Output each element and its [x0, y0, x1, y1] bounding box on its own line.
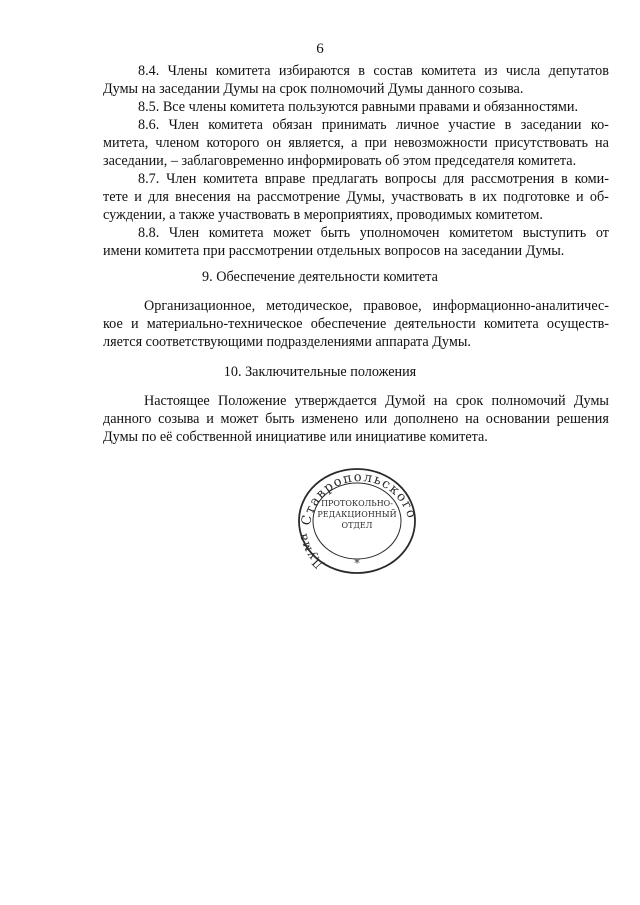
word: на	[433, 393, 448, 409]
word: для	[443, 171, 465, 187]
word: является,	[288, 135, 345, 151]
paragraph-8-8-line-1	[138, 224, 609, 242]
seal-left-text: Дума	[295, 531, 326, 572]
word: выступить	[522, 225, 587, 241]
word: рассмотрения	[470, 171, 555, 187]
word: участие	[448, 117, 496, 133]
word: числа	[505, 63, 541, 79]
word: в	[561, 171, 568, 187]
seal-center-line-2: РЕДАКЦИОННЫЙ	[317, 510, 397, 519]
paragraph-8-6-line-1	[138, 116, 609, 134]
word: из	[484, 63, 498, 79]
word: Думой	[385, 393, 426, 409]
word: об-	[589, 189, 609, 205]
word: созыва	[158, 411, 200, 427]
word: деятельности	[394, 316, 476, 332]
word: дополнено	[393, 411, 459, 427]
word: подготовке	[503, 189, 570, 205]
word: информационно-аналитичес-	[432, 298, 609, 314]
word: быть	[265, 411, 295, 427]
word: Члены	[167, 63, 208, 79]
word: комитетом	[449, 225, 514, 241]
seal-graphic	[292, 466, 422, 576]
word: осуществ-	[546, 316, 609, 332]
word: или	[364, 411, 388, 427]
paragraph-8-7-line-2	[103, 188, 609, 206]
word: и	[130, 316, 139, 332]
word: митета,	[103, 135, 149, 151]
word: присутствовать	[494, 135, 588, 151]
word: утверждается	[294, 393, 377, 409]
paragraph-8-5: 8.5. Все члены комитета пользуются равными правами и обязанностями.	[138, 99, 579, 115]
word: и	[134, 189, 142, 205]
word: материально-техническое	[146, 316, 303, 332]
word: комитета	[208, 225, 264, 241]
word: которого	[206, 135, 260, 151]
word: комитета	[208, 117, 263, 133]
word: 8.8.	[138, 225, 160, 241]
section-10-line-3: Думы по её собственной инициативе или инициативе комитета.	[103, 429, 488, 445]
svg-text:Дума	[295, 531, 326, 572]
word: может	[220, 411, 259, 427]
section-9-line-1	[144, 297, 609, 315]
word: и	[206, 411, 214, 427]
word: Организационное,	[144, 298, 256, 314]
word: в	[504, 117, 512, 133]
word: уполномочен	[359, 225, 440, 241]
word: данного	[103, 411, 152, 427]
word: предлагать	[312, 171, 378, 187]
section-10-line-1	[144, 392, 609, 410]
word: невозможности	[393, 135, 488, 151]
word: вправе	[264, 171, 306, 187]
word: тете	[103, 189, 128, 205]
word: состав	[373, 63, 413, 79]
paragraph-8-4-line-2: Думы на заседании Думы на срок полномочий Думы данного созыва.	[103, 81, 524, 97]
word: на	[465, 411, 480, 427]
word: Член	[166, 171, 197, 187]
paragraph-8-6-line-3: заседании, – заблаговременно информировать об этом председателя комитета.	[103, 153, 577, 169]
word: обеспечение	[310, 316, 387, 332]
word: комитета	[203, 171, 258, 187]
word: принимать	[321, 117, 387, 133]
section-10-line-2	[103, 410, 609, 428]
word: решения	[556, 411, 609, 427]
paragraph-8-8-line-2: имени комитета при рассмотрении отдельных вопросов на заседании Думы.	[103, 243, 565, 259]
word: в	[469, 189, 477, 205]
section-9-line-2	[103, 315, 609, 333]
word: полномочий	[491, 393, 566, 409]
word: быть	[320, 225, 351, 241]
seal-center-line-1: ПРОТОКОЛЬНО-	[321, 499, 393, 508]
word: срок	[455, 393, 484, 409]
section-10-heading: 10. Заключительные положения	[223, 364, 417, 380]
word: на	[595, 135, 609, 151]
seal-ring-text: Ставропольского	[298, 469, 420, 527]
word: Член	[168, 117, 199, 133]
word: комитета	[421, 63, 476, 79]
word: их	[482, 189, 497, 205]
word: обязан	[272, 117, 313, 133]
word: он	[266, 135, 282, 151]
word: от	[595, 225, 609, 241]
word: Думы,	[346, 189, 386, 205]
word: членом	[155, 135, 200, 151]
word: Положение	[218, 393, 287, 409]
word: депутатов	[548, 63, 609, 79]
section-9-line-3: ляется соответствующими подразделениями аппарата Думы.	[103, 334, 471, 350]
word: Настоящее	[144, 393, 210, 409]
word: заседании	[520, 117, 582, 133]
word: внесения	[175, 189, 231, 205]
seal-center-line-3: ОТДЕЛ	[341, 521, 373, 530]
paragraph-8-6-line-2	[103, 134, 609, 152]
word: может	[273, 225, 311, 241]
word: ко-	[590, 117, 609, 133]
word: 8.4.	[138, 63, 160, 79]
word: Член	[168, 225, 200, 241]
word: Думы	[573, 393, 609, 409]
word: в	[358, 63, 365, 79]
word: 8.7.	[138, 171, 160, 187]
word: для	[148, 189, 169, 205]
word: вопросы	[384, 171, 437, 187]
paragraph-8-7-line-3: суждении, а также участвовать в мероприятиях, проводимых комитетом.	[103, 207, 543, 223]
word: комитета	[483, 316, 539, 332]
word: основании	[485, 411, 550, 427]
word: 8.6.	[138, 117, 160, 133]
word: и	[576, 189, 584, 205]
word: изменено	[301, 411, 359, 427]
word: коми-	[574, 171, 609, 187]
page-number: 6	[316, 41, 324, 57]
word: а	[351, 135, 358, 151]
paragraph-8-7-line-1	[138, 170, 609, 188]
word: рассмотрение	[256, 189, 341, 205]
word: комитета	[215, 63, 271, 79]
word: при	[364, 135, 387, 151]
word: избираются	[278, 63, 350, 79]
word: кое	[103, 316, 123, 332]
word: участвовать	[391, 189, 464, 205]
word: личное	[396, 117, 439, 133]
seal-star: *	[354, 557, 360, 570]
section-9-heading: 9. Обеспечение деятельности комитета	[202, 269, 438, 285]
word: на	[236, 189, 251, 205]
round-seal-stamp	[292, 466, 422, 576]
word: правовое,	[363, 298, 422, 314]
word: методическое,	[266, 298, 353, 314]
paragraph-8-4-line-1	[138, 62, 609, 80]
